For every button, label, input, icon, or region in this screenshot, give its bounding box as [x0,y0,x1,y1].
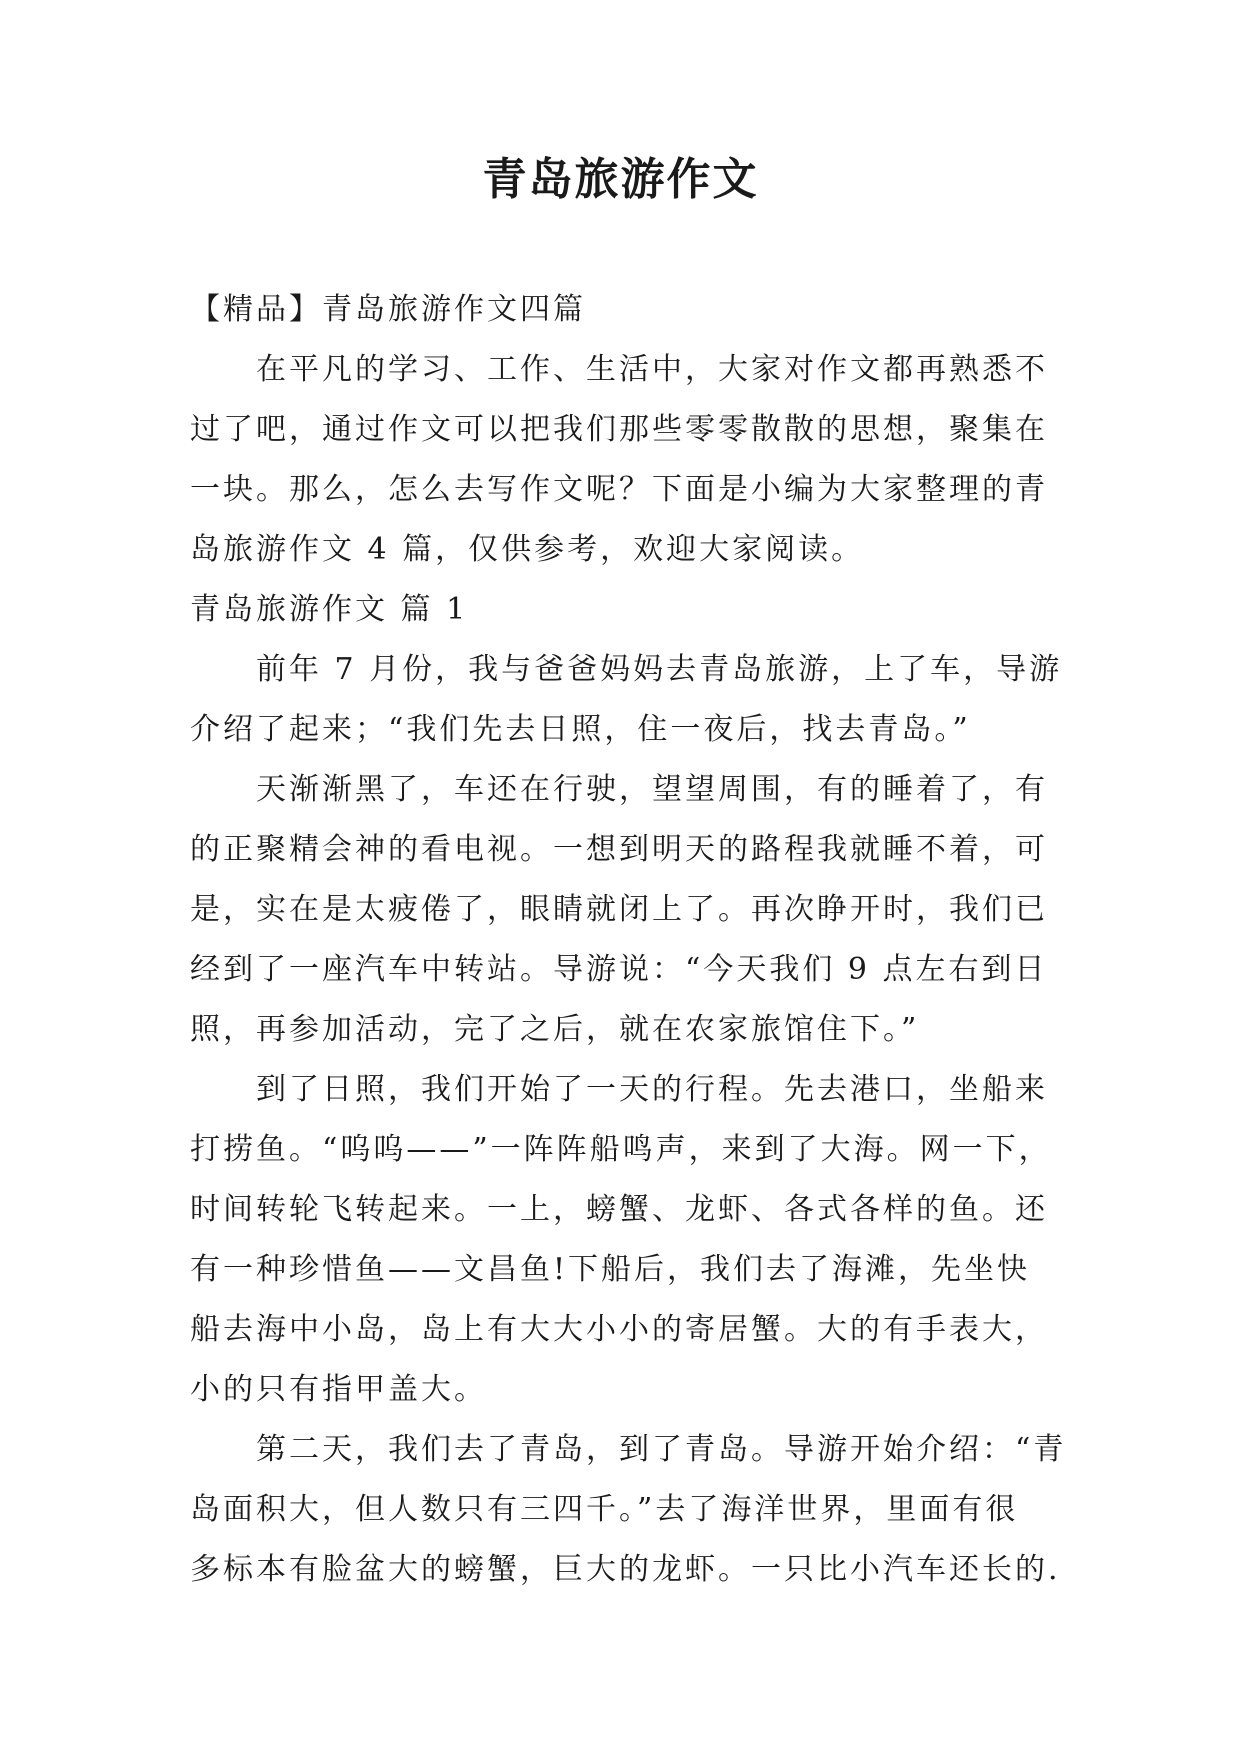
document-body [190,280,1067,1600]
text-line: 一块。那么，怎么去写作文呢？下面是小编为大家整理的青 [190,472,1048,507]
text-line: 打捞鱼。“呜呜——”一阵阵船鸣声，来到了大海。网一下， [190,1132,1052,1167]
text-line: 船去海中小岛，岛上有大大小小的寄居蟹。大的有手表大， [190,1312,1048,1347]
text-line: 照，再参加活动，完了之后，就在农家旅馆住下。” [190,1012,920,1047]
text-line: 岛旅游作文 4 篇，仅供参考，欢迎大家阅读。 [190,532,865,567]
text-line: 过了吧，通过作文可以把我们那些零零散散的思想，聚集在 [190,412,1048,447]
text-line: 【精品】青岛旅游作文四篇 [190,292,586,327]
text-line: 小的只有指甲盖大。 [190,1372,487,1407]
text-line: 青岛旅游作文 篇 1 [190,592,469,627]
text-line: 时间转轮飞转起来。一上，螃蟹、龙虾、各式各样的鱼。还 [190,1192,1048,1227]
text-line: 介绍了起来；“我们先去日照，住一夜后，找去青岛。” [190,712,971,747]
text-line: 第二天，我们去了青岛，到了青岛。导游开始介绍：“青 [256,1432,1067,1467]
text-line: 多标本有脸盆大的螃蟹，巨大的龙虾。一只比小汽车还长的. [190,1552,1061,1587]
document-title: 青岛旅游作文 [482,154,759,205]
text-line: 天渐渐黑了，车还在行驶，望望周围，有的睡着了，有 [256,772,1048,807]
text-line: 前年 7 月份，我与爸爸妈妈去青岛旅游，上了车，导游 [256,652,1063,687]
text-line: 在平凡的学习、工作、生活中，大家对作文都再熟悉不 [256,352,1048,387]
text-line: 的正聚精会神的看电视。一想到明天的路程我就睡不着，可 [190,832,1048,867]
text-line: 有一种珍惜鱼——文昌鱼!下船后，我们去了海滩，先坐快 [190,1252,1031,1287]
text-line: 经到了一座汽车中转站。导游说：“今天我们 9 点左右到日 [190,952,1048,987]
text-line: 是，实在是太疲倦了，眼睛就闭上了。再次睁开时，我们已 [190,892,1048,927]
text-line: 岛面积大，但人数只有三四千。”去了海洋世界，里面有很 [190,1492,1019,1527]
text-line: 到了日照，我们开始了一天的行程。先去港口，坐船来 [256,1072,1048,1107]
